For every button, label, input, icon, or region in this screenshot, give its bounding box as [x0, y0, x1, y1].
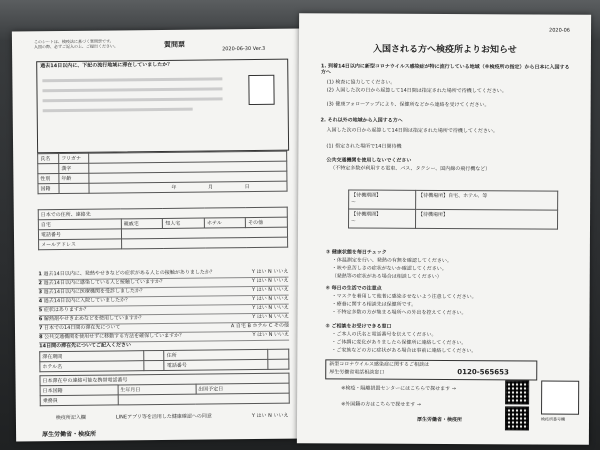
question-row: 3 過去14日以内に医療機関を受診しましたか？ Y はい N いいえ	[39, 287, 289, 299]
stay-period-table	[348, 189, 558, 229]
item2-sub: 入国した次の日から起算して14日間は指定された場所で待機してください。	[326, 127, 498, 135]
date-month: 月	[208, 184, 214, 191]
stay-table	[39, 349, 289, 373]
questions-list	[38, 269, 289, 344]
yes-no-choice[interactable]: Y はい N いいえ	[252, 304, 289, 312]
stamp-box	[541, 381, 579, 415]
left-footer: 厚生労働省・検疫所	[42, 430, 97, 439]
hotline-label: 新型コロナウイルス感染症に関するご相談は	[329, 361, 430, 368]
stamp-label: 検疫所番号欄	[540, 416, 566, 422]
line-consent-choice[interactable]: Y はい N いいえ	[251, 412, 289, 420]
qr-caption-1: ※検疫・隔離措置センターにはこちらで探せます →	[341, 385, 456, 393]
item2-text: 2. それ以外の地域から入国する方へ	[320, 117, 403, 124]
contact-field: 乗務員	[40, 395, 118, 406]
form-title: 質問票	[163, 40, 186, 49]
question1-box	[36, 59, 289, 154]
stay-field: 住所	[164, 349, 268, 360]
right-footer: 厚生労働省・検疫所	[416, 416, 463, 424]
question-row: 8 公共交通機関を使用せずに移動する方法を確保していますか？ Y はい N いいえ	[39, 332, 289, 344]
consult-item: ・ご体調に変化がありましたら保健所に連絡してください。	[331, 339, 467, 347]
transport-note: 公共交通機関を使用しないでください	[326, 157, 412, 164]
contact-field: 日本国籍	[40, 385, 118, 396]
health-item: （発熱等の症状がある場合は相談してください）	[331, 273, 442, 280]
question-row: 4 過去14日以内に入院していましたか？ Y はい N いいえ	[39, 296, 289, 308]
daily-item: ・療養に関する相談先は保健所です。	[331, 301, 417, 308]
field-label: 性別	[38, 174, 59, 184]
address-table	[38, 207, 288, 251]
yes-no-choice[interactable]: Y はい N いいえ	[251, 286, 289, 294]
stay-address-input[interactable]	[268, 349, 289, 359]
item1-sub: (2) 入国した次の日から起算して14日間は指定された場所で待機してください。	[326, 87, 507, 95]
note-line-2: 入国の際、必ずご記入の上、ご提出ください。	[33, 43, 119, 50]
field-label: フリガナ	[59, 153, 89, 163]
yes-no-choice[interactable]: Y はい N いいえ	[252, 331, 290, 339]
contact-field: 生年月日	[118, 384, 196, 395]
address-note: (1) 指定された場所で14日間待機	[326, 143, 402, 150]
nationality-input[interactable]	[89, 181, 287, 193]
item1-text: 1. 到着14日以内に新型コロナウイルス感染症が特に流行している地域（※検疫所の指定）から日本に入国する方へ	[320, 63, 570, 76]
personal-info-table	[37, 151, 287, 195]
stay-phone-input[interactable]	[268, 359, 289, 369]
yes-no-choice[interactable]: Y はい N いいえ	[252, 313, 289, 321]
address-option[interactable]: その他	[246, 217, 288, 227]
consult-header: ⑤ ご相談をお受けできる窓口	[325, 323, 392, 330]
date-year: 年	[171, 184, 177, 191]
right-doc-code: 2020-06	[549, 27, 570, 34]
address-label: 日本での住所、連絡先	[38, 207, 287, 220]
field-label: 氏名	[38, 154, 59, 164]
daily-item: ・マスクを着用して他者に感染させないよう注意してください。	[331, 293, 477, 301]
stay-period-cell[interactable]: 【待機期間】 ～	[349, 209, 416, 228]
question-row: 1 過去14日以内に、発熱やせきなどの症状がある人との接触がありましたか？ Y はい N いいえ	[38, 269, 288, 281]
daily-header: ④ 毎日の生活での注意点	[325, 285, 382, 292]
contact-table	[39, 373, 289, 407]
questionnaire-sheet	[12, 28, 306, 441]
address-option[interactable]: 親戚宅	[121, 218, 163, 228]
date-day: 日	[244, 184, 250, 191]
crew-input[interactable]	[118, 393, 289, 405]
section2-header: 14日間の滞在先についてご記入ください	[39, 342, 132, 350]
yes-no-choice[interactable]: Y はい N いいえ	[251, 268, 289, 276]
contact-field: 出国予定日	[196, 383, 290, 394]
field-label: 年齢	[59, 173, 89, 183]
address-option[interactable]: ホテル	[204, 218, 245, 228]
item1-sub: (3) 健康フォローアップにより、保健所などから連絡を受けてください。	[326, 101, 490, 109]
consult-item: ・ご家族などの方に症状がある場合は事前に連絡してください。	[331, 347, 477, 355]
qr-code[interactable]	[505, 380, 529, 404]
field-label: 国籍	[38, 184, 59, 194]
stay-field: 電話番号	[164, 359, 268, 370]
email-input[interactable]	[121, 237, 287, 249]
notice-title: 入国される方へ検疫所よりお知らせ	[373, 44, 517, 56]
contact-field: 日本滞在中の連絡可能な携帯電話番号	[40, 373, 289, 386]
address-option[interactable]: 知人宅	[163, 218, 205, 228]
health-item: ・咳や息苦しさの症状がないか確認してください。	[331, 265, 447, 273]
qr-caption-2: ※外国籍の方はこちらで探せます →	[341, 401, 422, 408]
question-row: 5 症状はありますか？ Y はい N いいえ	[39, 305, 289, 317]
phone-label: 電話番号	[38, 229, 121, 240]
photo-box	[248, 75, 274, 105]
qr-code[interactable]	[505, 406, 529, 430]
notice-sheet	[297, 13, 591, 445]
consult-item: ・ご本人の氏名と電話番号を伝えてください。	[331, 331, 437, 338]
question1-header: 過去14日以内に、下記の流行地域に滞在していましたか？	[40, 61, 173, 70]
stay-period-cell[interactable]: 【待機期間】 ～	[349, 190, 416, 209]
line-consent-label: LINEアプリ等を活用した健康確認への同意	[115, 413, 212, 421]
hotel-name-input[interactable]	[144, 360, 165, 370]
doc-code: 2020-06-30 Ver.3	[222, 45, 266, 53]
question-row: 7 日本での14日間の滞在先について A 自宅 B ホテル C その他	[39, 323, 289, 335]
email-label: メールアドレス	[39, 239, 122, 250]
hotline-dept: 厚生労働省電話相談窓口	[329, 369, 385, 376]
field-label: 漢字	[59, 163, 89, 173]
stay-place-cell[interactable]: 【待機場所】自宅、ホテル、等	[416, 190, 558, 210]
hotline-number[interactable]: 0120-565653	[457, 368, 509, 377]
item1-sub: (1) 検査に協力してください。	[326, 79, 396, 86]
yes-no-choice[interactable]: Y はい N いいえ	[252, 295, 289, 303]
yes-no-choice[interactable]: Y はい N いいえ	[251, 277, 289, 285]
stay-field: 滞在期間	[40, 351, 144, 362]
stay-place-cell[interactable]: 【待機場所】	[415, 209, 557, 229]
question-row: 6 解熱剤やせき止めなどを使用していますか？ Y はい N いいえ	[39, 314, 289, 326]
transport-detail: （不特定多数が利用する電車、バス、タクシー、国内線の飛行機など）	[330, 165, 491, 173]
address-option[interactable]: 自宅	[38, 219, 121, 230]
note-line-1: このシートは、検疫法に基づく質問票です。	[33, 38, 114, 45]
daily-item: ・不特定多数の方が集まる場所への外出を控えてください。	[331, 309, 467, 317]
stay-period-input[interactable]	[143, 350, 164, 360]
stay-choice[interactable]: A 自宅 B ホテル C その他	[230, 322, 289, 330]
health-item: ・体温測定を行い、発熱の有無を確認してください。	[331, 257, 452, 265]
question-row: 2 過去14日以内に感染している人と接触していますか？ Y はい N いいえ	[38, 278, 288, 290]
quarantine-office-note: 検疫所記入欄	[55, 414, 86, 422]
stay-field: ホテル名	[40, 361, 144, 372]
health-header: ③ 健康状態を毎日チェック	[325, 249, 387, 256]
